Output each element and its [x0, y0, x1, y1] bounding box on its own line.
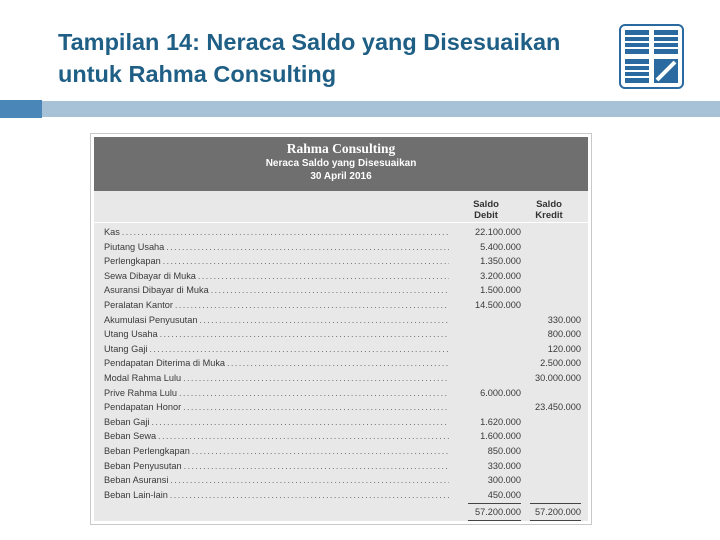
- table-row: [104, 400, 584, 415]
- total-debit: 57.200.000: [475, 507, 521, 518]
- account-name: Beban Sewa . . .: [104, 429, 449, 444]
- debit-value: 300.000: [487, 475, 521, 486]
- account-name: Modal Rahma Lulu . . .: [104, 371, 449, 386]
- column-header-debit: [461, 199, 511, 221]
- debit-value: 450.000: [487, 489, 521, 500]
- account-name: Pendapatan Honor . . .: [104, 400, 449, 415]
- accent-bar: [42, 101, 720, 117]
- debit-value: 850.000: [487, 445, 521, 456]
- table-row: [104, 356, 584, 371]
- column-header-kredit-line-2: Kredit: [535, 210, 563, 221]
- table-row: [104, 429, 584, 444]
- debit-value: 14.500.000: [475, 299, 521, 310]
- table-row: [104, 473, 584, 488]
- debit-total-rule: [468, 503, 521, 504]
- kredit-total-rule: [530, 503, 581, 504]
- trial-balance-sheet: [94, 137, 588, 521]
- debit-value: 1.500.000: [480, 285, 521, 296]
- table-row: [104, 283, 584, 298]
- account-name: Beban Gaji . . .: [104, 415, 449, 430]
- account-name: Perlengkapan . . .: [104, 254, 449, 269]
- kredit-double-rule: [530, 520, 581, 521]
- kredit-value: 23.450.000: [535, 402, 581, 413]
- account-name: Peralatan Kantor . . .: [104, 298, 449, 313]
- table-row: [104, 386, 584, 401]
- debit-value: 6.000.000: [480, 387, 521, 398]
- account-name: Beban Asuransi . . .: [104, 473, 449, 488]
- debit-value: 3.200.000: [480, 270, 521, 281]
- table-row: [104, 488, 584, 503]
- trial-balance-figure: [90, 133, 592, 525]
- debit-value: 330.000: [487, 460, 521, 471]
- column-header-debit-line-1: Saldo: [473, 199, 499, 210]
- slide-title-line-1: Tampilan 14: Neraca Saldo yang Disesuaikan: [58, 29, 561, 55]
- debit-value: 5.400.000: [480, 241, 521, 252]
- table-row: [104, 313, 584, 328]
- report-header: [94, 137, 588, 191]
- kredit-value: 30.000.000: [535, 372, 581, 383]
- kredit-value: 2.500.000: [540, 358, 581, 369]
- debit-value: 1.350.000: [480, 256, 521, 267]
- report-date: 30 April 2016: [310, 171, 372, 182]
- account-name: Utang Usaha . . .: [104, 327, 449, 342]
- account-name: Pendapatan Diterima di Muka . . .: [104, 356, 449, 371]
- table-row: [104, 327, 584, 342]
- debit-value: 1.600.000: [480, 431, 521, 442]
- total-double-rule: [104, 520, 584, 521]
- column-header-debit-line-2: Debit: [474, 210, 498, 221]
- account-name: Beban Perlengkapan . . .: [104, 444, 449, 459]
- account-name: Sewa Dibayar di Muka . . .: [104, 269, 449, 284]
- table-row: [104, 225, 584, 240]
- account-name: Beban Penyusutan . . .: [104, 459, 449, 474]
- table-row: [104, 254, 584, 269]
- debit-value: 1.620.000: [480, 416, 521, 427]
- debit-double-rule: [468, 520, 521, 521]
- account-name: Utang Gaji . . .: [104, 342, 449, 357]
- publisher-logo-icon: [619, 24, 684, 89]
- account-name: Kas . . .: [104, 225, 449, 240]
- table-row: [104, 342, 584, 357]
- table-row: [104, 269, 584, 284]
- slide-title: [58, 26, 658, 90]
- account-name: Prive Rahma Lulu . . .: [104, 386, 449, 401]
- totals-row: [104, 505, 584, 520]
- column-header-kredit: [524, 199, 574, 221]
- column-header-kredit-line-1: Saldo: [536, 199, 562, 210]
- header-divider: [94, 222, 588, 223]
- table-row: [104, 298, 584, 313]
- slide-title-line-2: untuk Rahma Consulting: [58, 61, 337, 87]
- kredit-value: 330.000: [547, 314, 581, 325]
- company-name: Rahma Consulting: [286, 141, 396, 156]
- debit-value: 22.100.000: [475, 227, 521, 237]
- table-row: [104, 415, 584, 430]
- account-name: Akumulasi Penyusutan . . .: [104, 313, 449, 328]
- table-row: [104, 444, 584, 459]
- table-row: [104, 459, 584, 474]
- kredit-value: 800.000: [547, 329, 581, 340]
- total-kredit: 57.200.000: [535, 507, 581, 518]
- table-row: [104, 240, 584, 255]
- account-name: Piutang Usaha . . .: [104, 240, 449, 255]
- account-rows: [104, 225, 584, 521]
- table-row: [104, 371, 584, 386]
- report-name: Neraca Saldo yang Disesuaikan: [265, 158, 417, 169]
- accent-square: [0, 100, 42, 118]
- account-name: Asuransi Dibayar di Muka . . .: [104, 283, 449, 298]
- account-name: Beban Lain-lain . . .: [104, 488, 449, 503]
- kredit-value: 120.000: [547, 343, 581, 354]
